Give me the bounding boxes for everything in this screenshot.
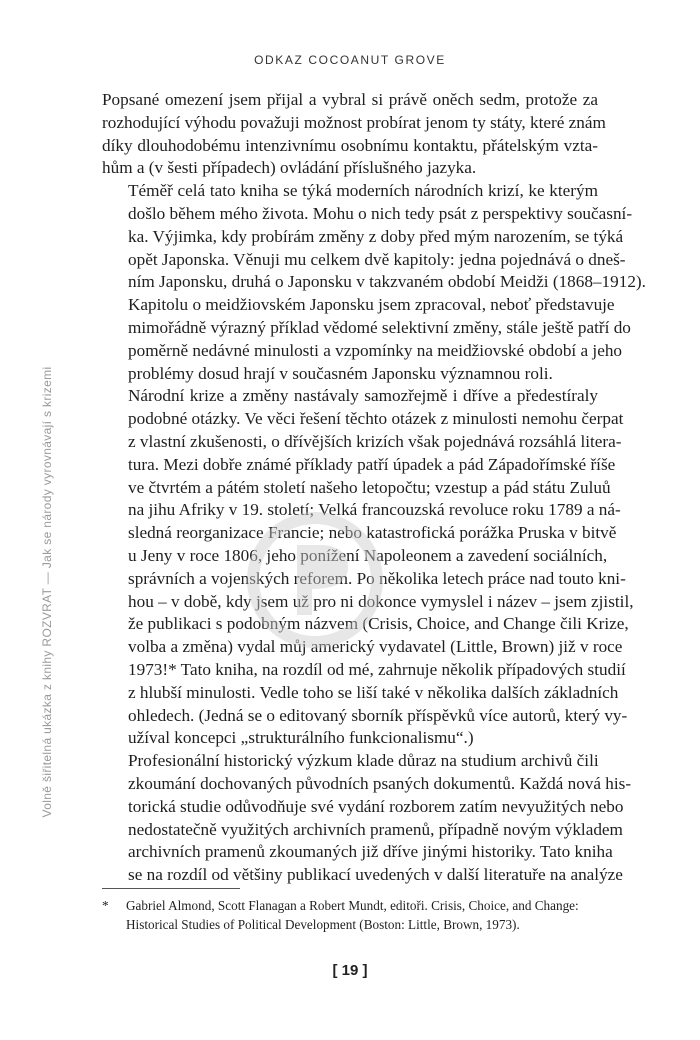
paragraph-2	[102, 180, 646, 385]
running-head: ODKAZ COCOANUT GROVE	[254, 53, 446, 67]
text-line: že publikaci s podobným názvem (Crisis, Choice, and Change čili Krize,	[128, 614, 629, 634]
text-line: podobné otázky. Ve věci řešení těchto otázek z minulosti nemohu čerpat	[128, 409, 624, 429]
body-text	[102, 89, 646, 887]
text-line: torická studie odůvodňuje své vydání rozborem zatím nevyužitých nebo	[128, 796, 624, 816]
text-line: ním Japonsku, druhá o Japonsku v takzvaném období Meidži (1868–1912).	[128, 272, 646, 292]
text-line: u Jeny v roce 1806, jeho ponížení Napoleonem a zavedení sociálních,	[128, 545, 608, 565]
text-line: díky dlouhodobému intenzivnímu osobnímu kontaktu, přátelským vzta-	[102, 135, 598, 155]
text-line: z hlubší minulosti. Vedle toho se liší také v několika dalších základních	[128, 682, 619, 702]
paragraph-4	[102, 750, 632, 887]
text-line: se na rozdíl od většiny publikací uvedených v další literatuře na analýze	[128, 865, 623, 885]
text-line: Kapitolu o meidžiovském Japonsku jsem zpracoval, neboť představuje	[128, 295, 615, 315]
text-line: poměrně nedávné minulosti a vzpomínky na meidžiovské období a jeho	[128, 340, 623, 360]
text-line: Profesionální historický výzkum klade důraz na studium archivů čili	[128, 751, 599, 771]
text-line: mimořádně výrazný příklad vědomé selektivní změny, stále ještě patří do	[128, 317, 631, 337]
text-line: zkoumání dochovaných původních psaných dokumentů. Každá nová his-	[128, 773, 632, 793]
text-line: Národní krize a změny nastávaly samozřejmě i dříve a předestíraly	[128, 386, 598, 406]
text-line: na jihu Afriky v 19. století; Velká francouzská revoluce roku 1789 a ná-	[128, 500, 621, 520]
paragraph-1	[102, 89, 606, 180]
text-line: sledná reorganizace Francie; nebo katastrofická porážka Pruska v bitvě	[128, 523, 617, 543]
footnote	[102, 897, 598, 934]
text-line: hou – v době, kdy jsem už pro ni dokonce vymyslel i název – jsem zjistil,	[128, 591, 634, 611]
side-note: Volně šiřitelná ukázka z knihy ROZVRAT — Jak se národy vyrovnávají s krizemi	[40, 366, 54, 818]
text-line: došlo během mého života. Mohu o nich tedy psát z perspektivy současní-	[128, 203, 633, 223]
text-line: Popsané omezení jsem přijal a vybral si právě oněch sedm, protože za	[102, 90, 598, 109]
text-line: problémy dosud hrají v současném Japonsku významnou roli.	[128, 363, 553, 383]
text-line: hům a (v šesti případech) ovládání příslušného jazyka.	[102, 158, 477, 178]
footnote-marker: *	[102, 898, 109, 913]
text-line: volba a změna) vydal můj americký vydavatel (Little, Brown) již v roce	[128, 637, 623, 657]
text-line: užíval koncepci „strukturálního funkcionalismu“.)	[128, 728, 474, 748]
text-line: 1973!* Tato kniha, na rozdíl od mé, zahrnuje několik případových studií	[128, 659, 626, 679]
text-line: ohledech. (Jedná se o editovaný sborník příspěvků více autorů, který vy-	[128, 705, 628, 725]
footnote-rule	[102, 888, 240, 889]
text-line: z vlastní zkušenosti, o dřívějších krizích však pojednává rozsáhlá litera-	[128, 431, 622, 451]
footnote-line: Historical Studies of Political Development (Boston: Little, Brown, 1973).	[126, 916, 520, 932]
text-line: rozhodující výhodu považuji možnost probírat jenom ty státy, které znám	[102, 112, 606, 132]
paragraph-3	[102, 385, 634, 750]
footnote-line: Gabriel Almond, Scott Flanagan a Robert Mundt, editoři. Crisis, Choice, and Change:	[126, 898, 579, 913]
text-line: Téměř celá tato kniha se týká moderních národních krizí, ke kterým	[128, 181, 598, 201]
text-line: ve čtvrtém a pátém století našeho letopočtu; vzestup a pád státu Zuluů	[128, 477, 611, 497]
text-line: tura. Mezi dobře známé příklady patří úpadek a pád Západořímské říše	[128, 454, 616, 474]
text-line: opět Japonska. Věnuji mu celkem dvě kapitoly: jedna pojednává o dneš-	[128, 249, 626, 269]
text-line: nedostatečně využitých archivních pramenů, případně novým výkladem	[128, 819, 623, 839]
page-number: [ 19 ]	[332, 962, 368, 979]
text-line: ka. Výjimka, kdy probírám změny z doby před mým narozením, se týká	[128, 226, 624, 246]
text-line: správních a vojenských reforem. Po několika letech práce nad touto kni-	[128, 568, 626, 588]
text-line: archivních pramenů zkoumaných již dříve jinými historiky. Tato kniha	[128, 842, 613, 862]
